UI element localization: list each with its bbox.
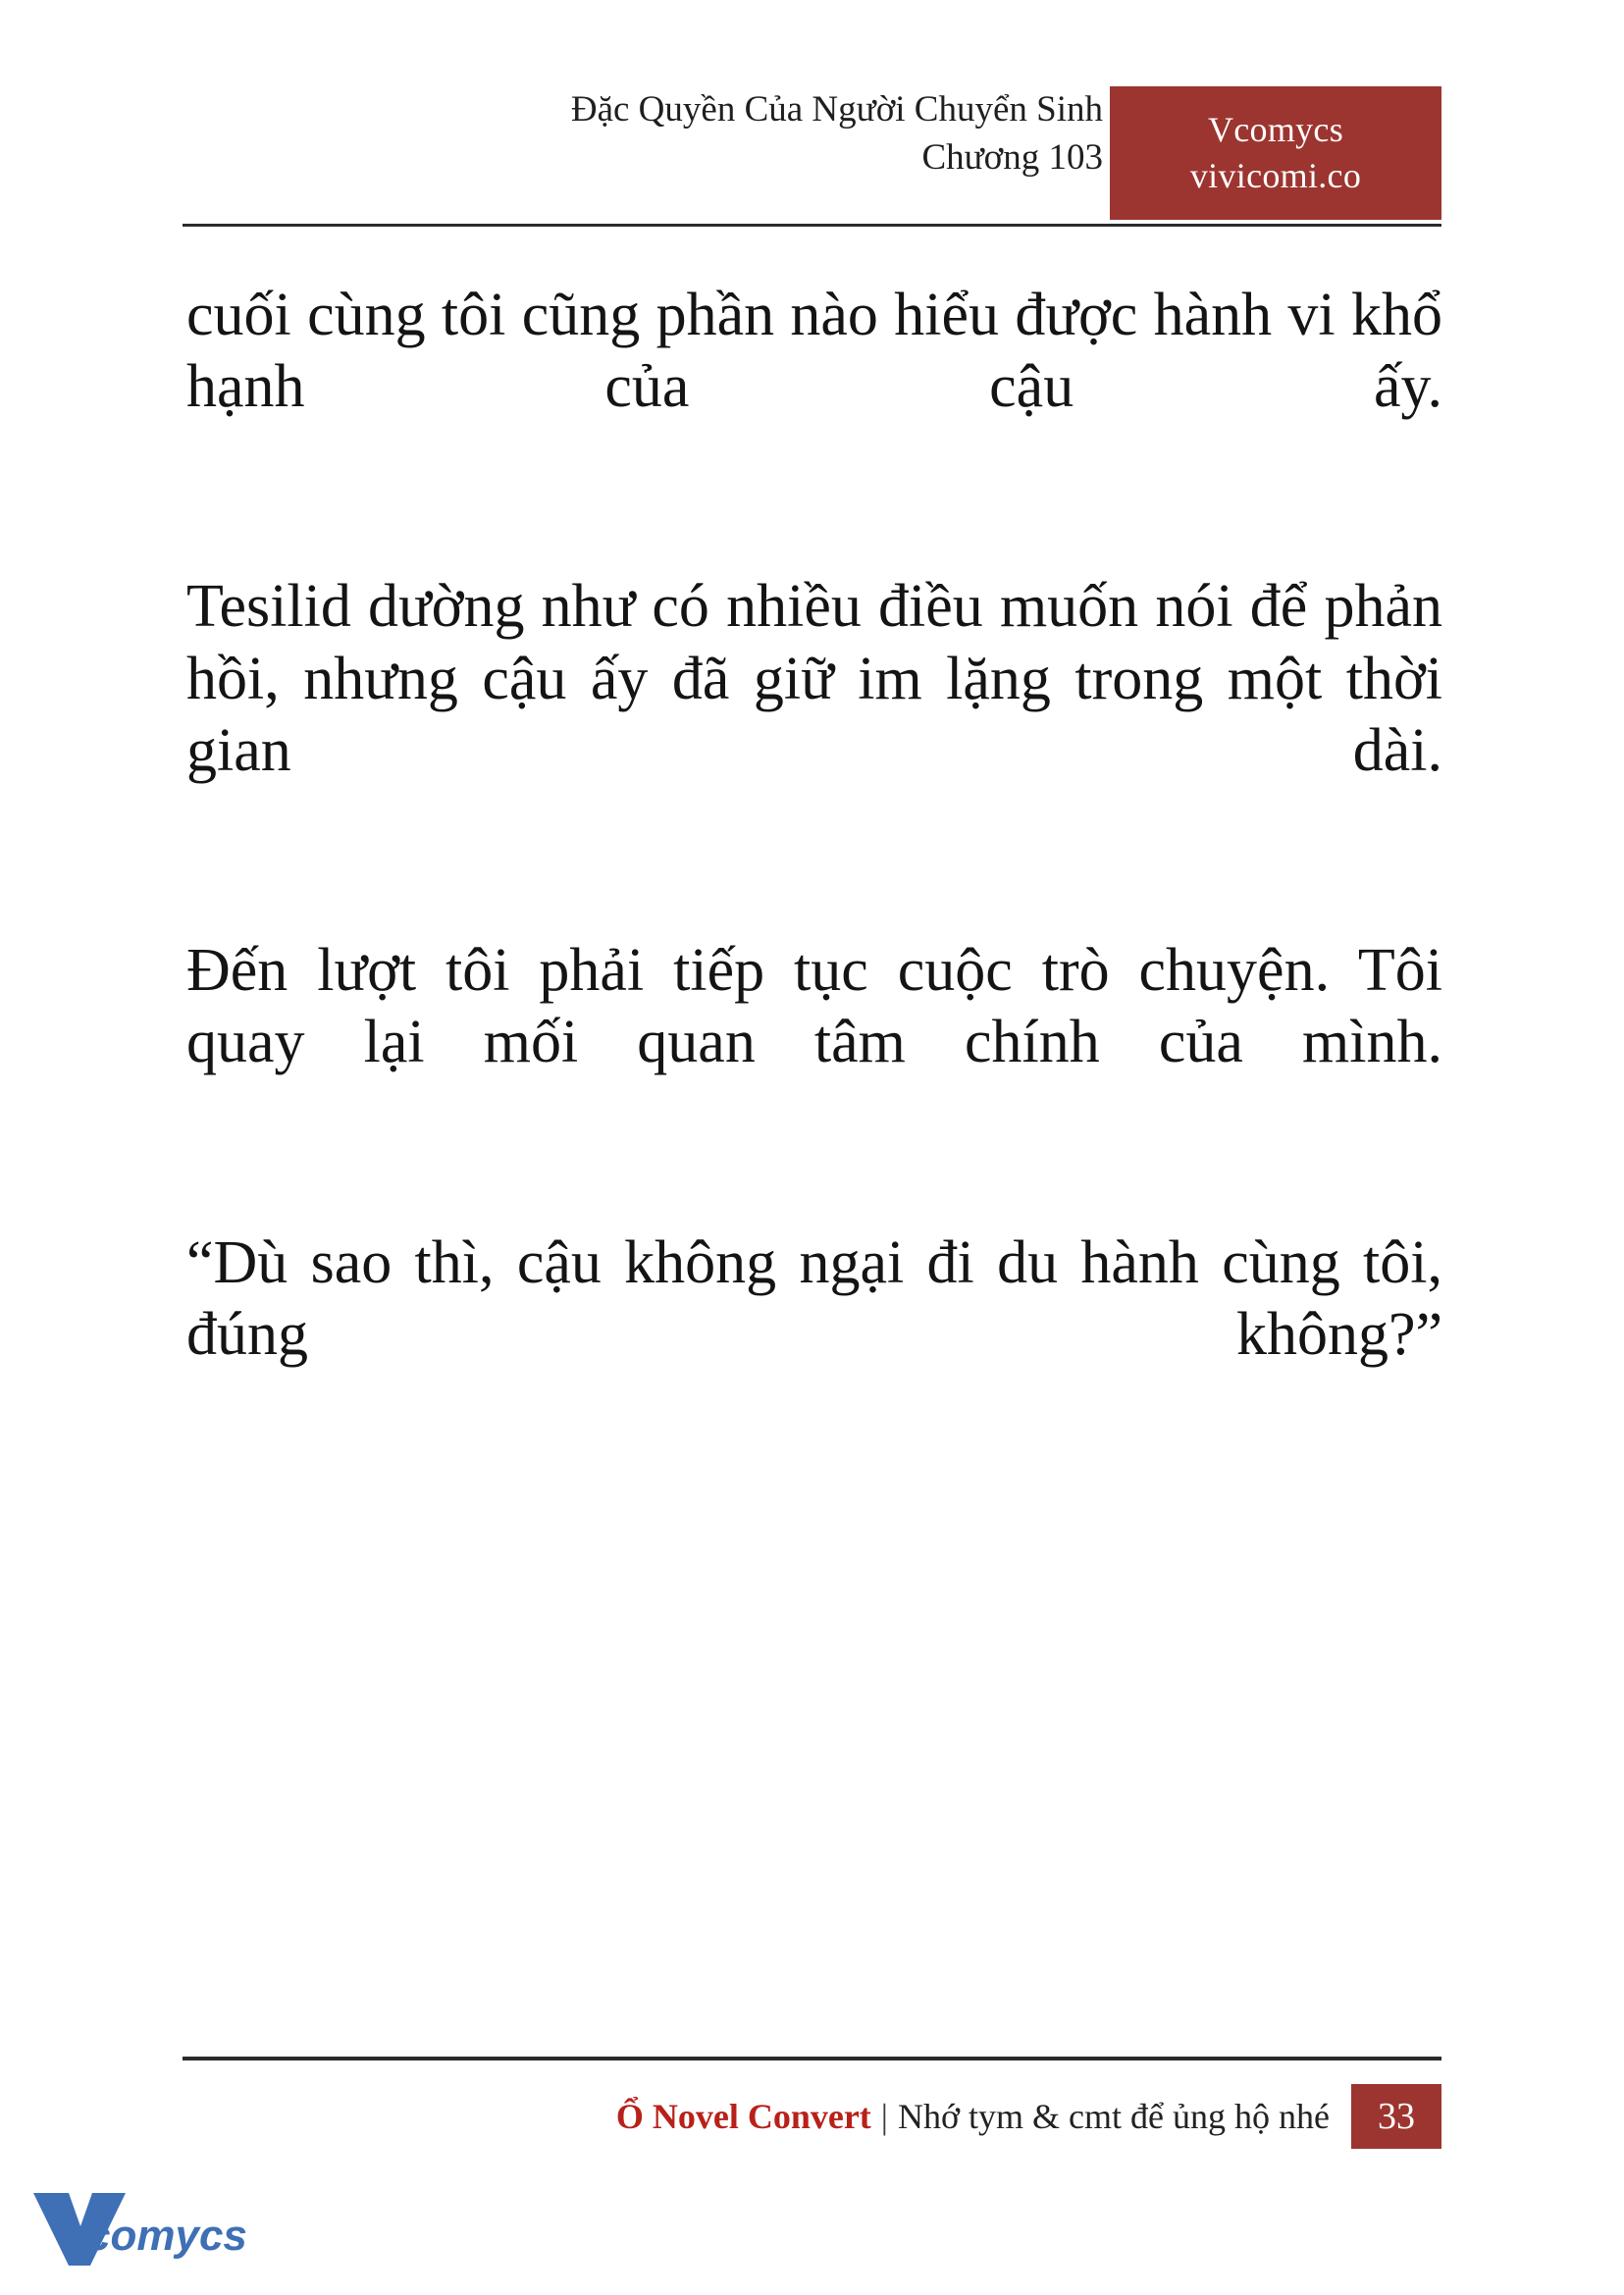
footer-credit	[616, 2084, 1351, 2149]
paragraph: cuối cùng tôi cũng phần nào hiểu được hành vi khổ hạnh của cậu ấy.	[186, 282, 1442, 421]
footer-brand: Ổ Novel Convert	[615, 2097, 871, 2136]
site-badge	[1110, 86, 1441, 220]
page-header	[183, 86, 1441, 224]
site-badge-name: Vcomycs	[1207, 110, 1344, 150]
page-number-badge: 33	[1351, 2084, 1441, 2149]
footer-note: Nhớ tym & cmt để ủng hộ nhé	[898, 2097, 1330, 2136]
paragraph: Đến lượt tôi phải tiếp tục cuộc trò chuyện. Tôi quay lại mối quan tâm chính của mình.	[186, 937, 1442, 1076]
paragraph: Tesilid dường như có nhiều điều muốn nói để phản hồi, nhưng cậu ấy đã giữ im lặng trong một thời gian dài.	[186, 573, 1442, 784]
site-badge-url: vivicomi.co	[1189, 156, 1362, 195]
header-divider	[183, 224, 1441, 227]
page-footer	[183, 2070, 1441, 2143]
footer-content	[616, 2084, 1441, 2149]
page-content	[186, 280, 1442, 1519]
header-title-block	[318, 86, 1103, 183]
svg-text:comycs: comycs	[86, 2212, 247, 2260]
novel-title: Đặc Quyền Của Người Chuyển Sinh	[570, 89, 1103, 130]
chapter-title: Chương 103	[921, 136, 1103, 178]
paragraph: “Dù sao thì, cậu không ngại đi du hành cùng tôi, đúng không?”	[186, 1228, 1442, 1368]
vcomycs-watermark-logo	[29, 2179, 275, 2269]
footer-divider	[183, 2057, 1441, 2060]
footer-separator: |	[880, 2097, 889, 2136]
